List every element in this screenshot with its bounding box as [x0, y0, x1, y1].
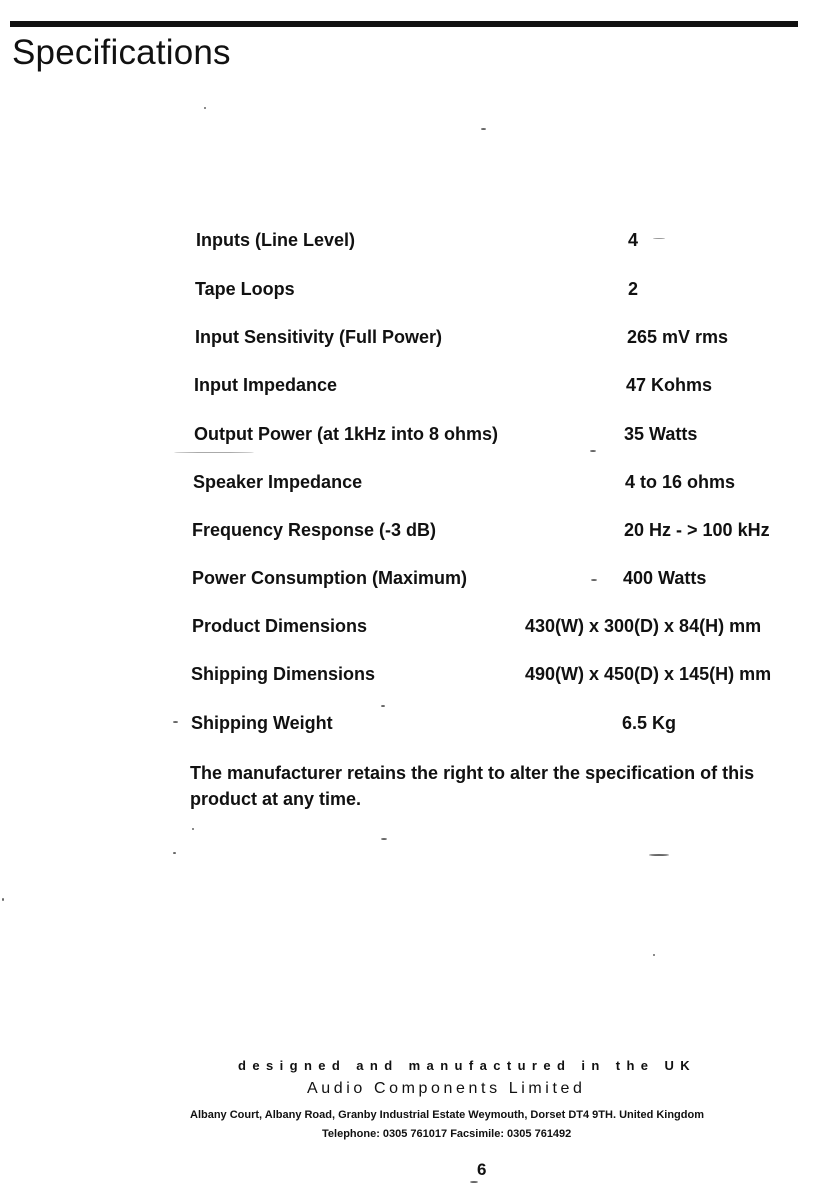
spec-row: [0, 472, 821, 502]
spec-value: 35 Watts: [624, 424, 698, 444]
spec-row: [0, 424, 821, 454]
footer-address: Albany Court, Albany Road, Granby Industrial Estate Weymouth, Dorset DT4 9TH. United Kingdom: [190, 1109, 704, 1121]
scan-speck: [173, 721, 178, 723]
spec-label: Input Sensitivity (Full Power): [195, 327, 443, 347]
scan-speck: [381, 705, 385, 707]
spec-label: Shipping Dimensions: [191, 664, 376, 684]
scan-speck: [481, 128, 486, 130]
spec-row: [0, 568, 821, 598]
scan-speck: [590, 450, 596, 452]
spec-label: Speaker Impedance: [193, 472, 363, 492]
spec-value: 490(W) x 450(D) x 145(H) mm: [525, 664, 772, 684]
header-rule: [10, 21, 798, 27]
spec-label: Input Impedance: [194, 375, 338, 395]
footer-contact-numbers: Telephone: 0305 761017 Facsimile: 0305 761492: [322, 1128, 572, 1140]
page-number: 6: [477, 1160, 487, 1179]
spec-row: [0, 327, 821, 357]
spec-value: 430(W) x 300(D) x 84(H) mm: [525, 616, 762, 636]
scan-speck: [381, 838, 387, 840]
spec-value: 2: [628, 279, 639, 299]
scan-speck: [2, 898, 4, 901]
specification-notice: The manufacturer retains the right to alter the specification of this product at any time.: [190, 763, 755, 809]
spec-value: 20 Hz - > 100 kHz: [624, 520, 770, 540]
scan-speck: [192, 828, 194, 830]
scan-speck: [653, 238, 665, 239]
spec-label: Output Power (at 1kHz into 8 ohms): [194, 424, 499, 444]
spec-row: [0, 664, 821, 694]
spec-label: Power Consumption (Maximum): [192, 568, 468, 588]
page-title: Specifications: [12, 33, 231, 72]
scan-speck: [174, 452, 254, 453]
spec-label: Frequency Response (-3 dB): [192, 520, 437, 540]
scan-speck: [649, 854, 669, 856]
spec-label: Tape Loops: [195, 279, 295, 299]
spec-value: 265 mV rms: [627, 327, 729, 347]
footer-tagline: designed and manufactured in the UK: [238, 1058, 697, 1073]
spec-row: [0, 279, 821, 309]
scan-speck: [653, 954, 655, 956]
scan-speck: [173, 852, 176, 854]
spec-value: 4: [628, 230, 639, 250]
spec-value: 47 Kohms: [626, 375, 713, 395]
spec-row: [0, 713, 821, 743]
spec-row: [0, 616, 821, 646]
scan-speck: [591, 579, 597, 581]
spec-row: [0, 520, 821, 550]
spec-label: Inputs (Line Level): [196, 230, 356, 250]
spec-row: [0, 230, 821, 260]
footer-company-name: Audio Components Limited: [307, 1080, 586, 1097]
spec-label: Shipping Weight: [191, 713, 333, 733]
spec-value: 6.5 Kg: [622, 713, 677, 733]
scan-speck: [470, 1181, 478, 1183]
spec-row: [0, 375, 821, 405]
spec-value: 400 Watts: [623, 568, 707, 588]
spec-label: Product Dimensions: [192, 616, 368, 636]
spec-value: 4 to 16 ohms: [625, 472, 736, 492]
scan-speck: [204, 107, 206, 109]
